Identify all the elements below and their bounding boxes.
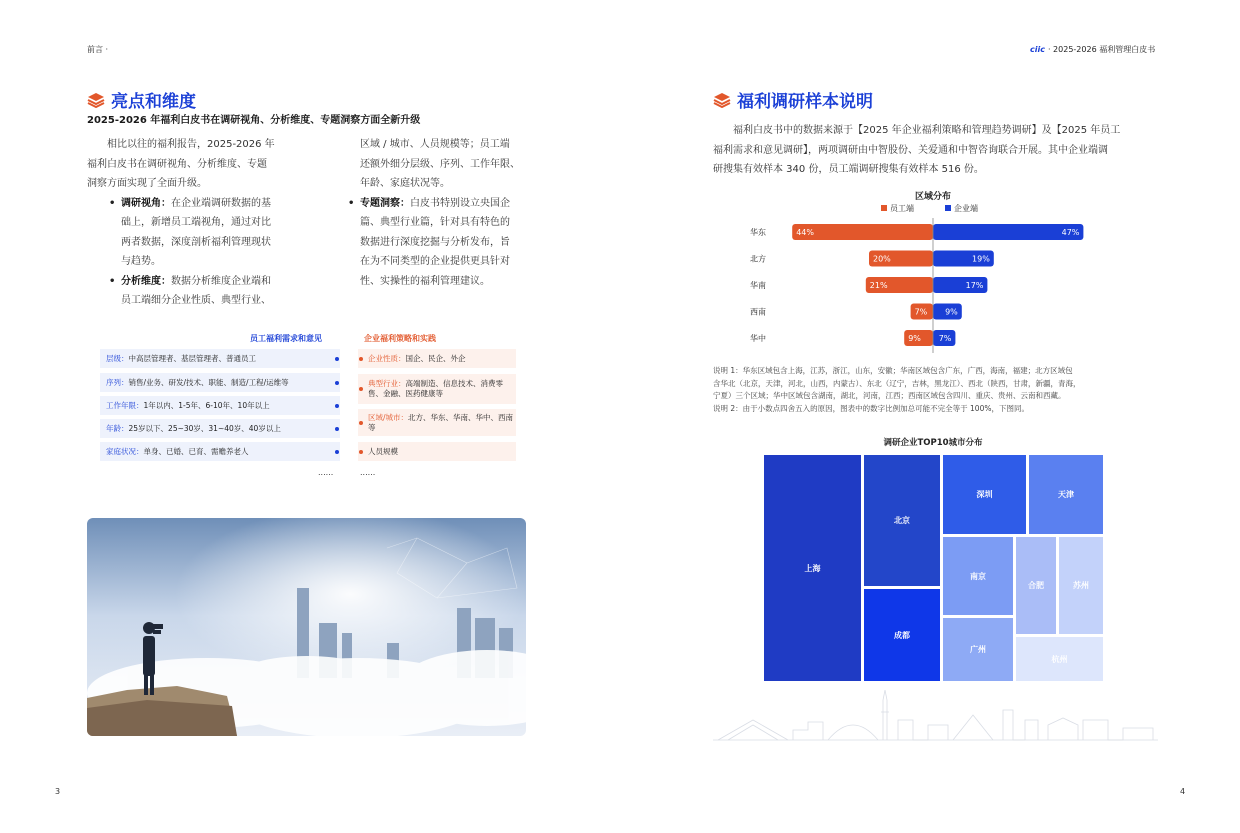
b2-line-1: 数据分析维度企业端和 — [171, 275, 271, 287]
bullet-dimension — [107, 272, 317, 311]
table-row: 工作年限： 1年以内、1-5年、6-10年、10年以上 — [100, 396, 340, 415]
table-row: 层级： 中高层管理者、基层管理者、普通员工 — [100, 349, 340, 368]
region-chart — [740, 188, 1140, 353]
skyline-decoration — [713, 690, 1158, 745]
header-right-text: · 2025-2026 福利管理白皮书 — [1047, 45, 1156, 54]
legend-enterprise: 企业端 — [954, 204, 978, 213]
table-ellipsis-left: ...... — [318, 468, 334, 477]
bar-employee-value: 21% — [869, 281, 888, 290]
table-row: 企业性质：国企、民企、外企 — [358, 349, 516, 368]
connector-dot — [335, 450, 339, 454]
sample-description — [713, 121, 1158, 180]
b3-line-4: 在为不同类型的企业提供更具针对 — [360, 256, 510, 267]
note-line-4: 说明 2：由于小数点四舍五入的原因，图表中的数字比例加总可能不完全等于 100%，下图同。 — [713, 403, 1029, 413]
b3-line-1: 白皮书特别设立央国企 — [410, 197, 510, 209]
legend-swatch-enterprise — [945, 205, 951, 211]
sample-line-2: 福利需求和意见调研】，两项调研由中智股份、关爱通和中智咨询联合开展。其中企业端调 — [713, 144, 1108, 156]
brand-logo: ciic — [1030, 45, 1045, 54]
category-label: 华南 — [750, 281, 766, 290]
col2-line-3: 年龄、家庭状况等。 — [360, 178, 450, 189]
table-row: 家庭状况： 单身、已婚、已育、需赡养老人 — [100, 442, 340, 461]
sample-line-3: 研搜集有效样本 340 份，员工端调研搜集有效样本 516 份。 — [713, 164, 984, 175]
col2-line-1: 区域 / 城市、人员规模等；员工端 — [360, 139, 510, 150]
table-right-header: 企业福利策略和实践 — [364, 334, 436, 343]
treemap-cell: 深圳 — [943, 455, 1026, 534]
legend-employee: 员工端 — [890, 204, 914, 213]
connector-dot — [359, 357, 363, 361]
chart-title: 区域分布 — [914, 192, 952, 202]
legend-swatch-employee — [881, 205, 887, 211]
bullet-perspective-title: 调研视角： — [121, 197, 171, 209]
connector-dot — [359, 387, 363, 391]
treemap-title: 调研企业TOP10城市分布 — [883, 438, 983, 448]
notes — [713, 365, 1158, 415]
treemap-cell: 成都 — [864, 589, 940, 681]
b1-line-4: 与趋势。 — [121, 256, 161, 267]
treemap-cell: 合肥 — [1016, 537, 1056, 634]
left-col1 — [87, 135, 317, 311]
bar-employee-value: 9% — [908, 334, 921, 343]
category-label: 西南 — [750, 307, 766, 317]
table-row: 序列： 销售/业务、研发/技术、职能、制造/工程/运维等 — [100, 373, 340, 392]
note-line-2: 含华北（北京，天津，河北，山西，内蒙古）、东北（辽宁，吉林，黑龙江）、西北（陕西，甘肃，新疆，青海， — [713, 378, 1081, 388]
bar-enterprise-value: 9% — [945, 307, 958, 317]
category-label: 北方 — [750, 254, 766, 264]
b3-line-3: 数据进行深度挖掘与分析发布，旨 — [360, 236, 510, 248]
intro-line-1: 相比以往的福利报告，2025-2026 年 — [107, 139, 275, 150]
b1-line-1: 在企业端调研数据的基 — [171, 197, 271, 209]
connector-dot — [335, 404, 339, 408]
city-treemap — [764, 455, 1103, 681]
treemap-cell: 天津 — [1029, 455, 1103, 534]
bar-enterprise-value: 7% — [938, 334, 952, 343]
header-left: 前言 · — [87, 45, 109, 54]
page-number-left: 3 — [55, 787, 61, 796]
photo-svg — [87, 518, 526, 736]
right-title-text: 福利调研样本说明 — [737, 92, 873, 112]
bar-employee-value: 44% — [796, 228, 814, 237]
b1-line-3: 两者数据，深度剖析福利管理现状 — [121, 236, 271, 248]
bullet-dimension-title: 分析维度： — [121, 275, 171, 287]
connector-dot — [335, 427, 339, 431]
bullet-insight — [346, 194, 535, 292]
right-section-title — [713, 87, 873, 112]
b1-line-2: 础上，新增员工端视角，通过对比 — [121, 217, 271, 228]
intro-line-3: 洞察方面实现了全面升级。 — [87, 178, 207, 189]
city-clouds-photo — [87, 518, 526, 736]
connector-dot — [335, 381, 339, 385]
bar-employee-value: 20% — [873, 254, 891, 264]
category-label: 华东 — [750, 228, 766, 237]
table-left-header: 员工福利需求和意见 — [250, 334, 322, 343]
sample-line-1: 福利白皮书中的数据来源于【2025 年企业福利策略和管理趋势调研】及【2025 年员工 — [733, 125, 1121, 136]
connector-dot — [359, 421, 363, 425]
note-line-1: 说明 1：华东区域包含上海，江苏，浙江，山东，安徽；华南区域包含广东，广西，海南，福建；北方区域包 — [713, 366, 1073, 375]
bullet-perspective — [107, 194, 317, 272]
treemap-cell: 北京 — [864, 455, 940, 586]
table-ellipsis-right: ...... — [360, 468, 376, 477]
layers-icon — [87, 92, 105, 108]
region-chart-svg — [740, 188, 1140, 353]
b3-line-5: 性、实操性的福利管理建议。 — [360, 275, 490, 287]
left-subtitle: 2025-2026 年福利白皮书在调研视角、分析维度、专题洞察方面全新升级 — [87, 115, 421, 126]
connector-dot — [359, 450, 363, 454]
treemap-cell: 苏州 — [1059, 537, 1103, 634]
page-number-right: 4 — [1180, 787, 1186, 796]
left-title-text: 亮点和维度 — [111, 92, 196, 112]
connector-dot — [335, 357, 339, 361]
treemap-cell: 南京 — [943, 537, 1013, 615]
col2-line-2: 还额外细分层级、序列、工作年限、 — [360, 158, 520, 170]
b2-line-2: 员工端细分企业性质、典型行业、 — [121, 295, 271, 306]
b3-line-2: 篇、典型行业篇，针对具有特色的 — [360, 217, 510, 228]
bar-enterprise-value: 17% — [965, 281, 984, 290]
bullet-insight-title: 专题洞察： — [360, 197, 410, 209]
layers-icon — [713, 92, 731, 108]
treemap-cell: 上海 — [764, 455, 861, 681]
left-section-title — [87, 87, 196, 112]
table-row: 典型行业：高端制造、信息技术、消费零售、金融、医药健康等 — [358, 374, 516, 404]
treemap-cell: 广州 — [943, 618, 1013, 681]
header-right — [1030, 44, 1155, 55]
bar-enterprise-value: 19% — [972, 254, 990, 264]
bar-enterprise-value: 47% — [1061, 228, 1080, 237]
table-row: 区域/城市：北方、华东、华南、华中、西南等 — [358, 409, 516, 436]
treemap-cell: 杭州 — [1016, 637, 1103, 681]
table-row: 年龄： 25岁以下、25~30岁、31~40岁、40岁以上 — [100, 419, 340, 438]
note-line-3: 宁夏）三个区域；华中区域包含湖南，湖北，河南，江西；西南区域包含四川、重庆、贵州、云南和西藏。 — [713, 391, 1066, 400]
table-row: 人员规模 — [358, 442, 516, 461]
category-label: 华中 — [750, 334, 766, 343]
left-col2 — [360, 135, 535, 291]
bar-employee-value: 7% — [914, 307, 928, 317]
intro-line-2: 福利白皮书在调研视角、分析维度、专题 — [87, 158, 267, 170]
